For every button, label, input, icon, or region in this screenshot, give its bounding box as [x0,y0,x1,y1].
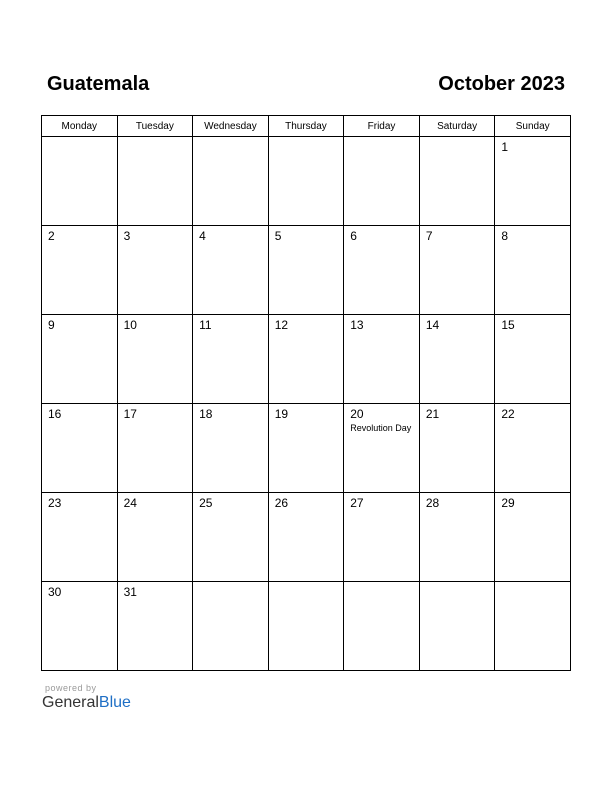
day-cell [344,404,420,493]
week-row [42,315,571,404]
day-number: 4 [199,229,206,243]
day-number [118,137,193,140]
day-cell [193,582,269,671]
day-cell [419,226,495,315]
day-number: 8 [501,229,509,243]
day-cell [193,315,269,404]
powered-by-label: powered by [45,683,97,693]
week-row [42,226,571,315]
holiday-label: Revolution Day [350,423,412,433]
day-cell [117,582,193,671]
brand-blue: Blue [98,694,131,711]
day-number [193,137,268,140]
day-number: 2 [48,229,55,243]
day-number: 18 [199,407,213,421]
day-cell [42,315,118,404]
day-cell [268,404,344,493]
day-number: 28 [425,496,440,510]
day-cell [419,582,495,671]
day-number [344,137,419,140]
day-cell [268,226,344,315]
day-cell [495,226,571,315]
day-number: 5 [274,229,282,243]
day-number: 14 [425,318,440,332]
week-row [42,404,571,493]
day-cell [495,315,571,404]
day-cell [495,582,571,671]
day-number: 27 [350,496,364,510]
day-cell [419,493,495,582]
weekday-header: Wednesday [193,116,269,137]
week-row [42,582,571,671]
day-cell [117,226,193,315]
day-number: 31 [123,585,137,599]
day-number: 24 [123,496,137,510]
day-cell [495,404,571,493]
day-cell [495,493,571,582]
day-cell [344,582,420,671]
day-number: 22 [501,407,515,421]
day-number: 21 [425,407,440,421]
week-row [42,493,571,582]
day-cell [268,493,344,582]
day-number: 17 [123,407,137,421]
day-cell [193,137,269,226]
day-number [42,137,117,140]
day-cell [344,493,420,582]
day-cell [42,137,118,226]
day-number: 26 [274,496,289,510]
weekday-header: Friday [344,116,420,137]
day-cell [117,404,193,493]
day-cell [193,404,269,493]
day-number [269,137,344,140]
day-cell [117,137,193,226]
day-cell [419,315,495,404]
day-number [193,582,268,585]
day-cell [42,493,118,582]
day-cell [193,493,269,582]
day-number: 23 [48,496,62,510]
month-year-title: October 2023 [438,73,565,95]
day-cell [419,137,495,226]
weekday-header: Saturday [419,116,495,137]
day-number: 10 [123,318,137,332]
weekday-header: Thursday [268,116,344,137]
calendar-grid [41,115,571,671]
day-number: 29 [501,496,515,510]
week-row [42,137,571,226]
day-cell [42,226,118,315]
day-number [344,582,419,585]
day-cell [344,315,420,404]
country-title: Guatemala [47,73,150,95]
weekday-header-row [42,116,571,137]
day-cell [268,582,344,671]
day-number [269,582,344,585]
brand-general: General [42,694,99,711]
day-number: 16 [48,407,62,421]
day-cell [42,404,118,493]
day-cell [117,315,193,404]
day-number: 25 [199,496,213,510]
day-number: 1 [501,140,509,154]
generalblue-logo [42,693,131,713]
day-number: 13 [350,318,364,332]
day-number: 3 [123,229,131,243]
day-cell [344,137,420,226]
weekday-header: Sunday [495,116,571,137]
day-number [420,137,495,140]
day-cell [193,226,269,315]
day-number: 12 [274,318,289,332]
day-number: 6 [350,229,357,243]
day-cell [268,137,344,226]
day-number: 15 [501,318,515,332]
weekday-header: Tuesday [117,116,193,137]
day-number: 7 [425,229,433,243]
day-number: 30 [48,585,62,599]
day-cell [42,582,118,671]
day-cell [268,315,344,404]
day-number [495,582,570,585]
day-number: 11 [199,318,212,332]
day-number: 20 [350,407,364,421]
weekday-header: Monday [42,116,118,137]
day-cell [117,493,193,582]
day-number [420,582,495,585]
day-cell [344,226,420,315]
day-cell [495,137,571,226]
day-number: 19 [274,407,289,421]
day-number: 9 [48,318,55,332]
day-cell [419,404,495,493]
